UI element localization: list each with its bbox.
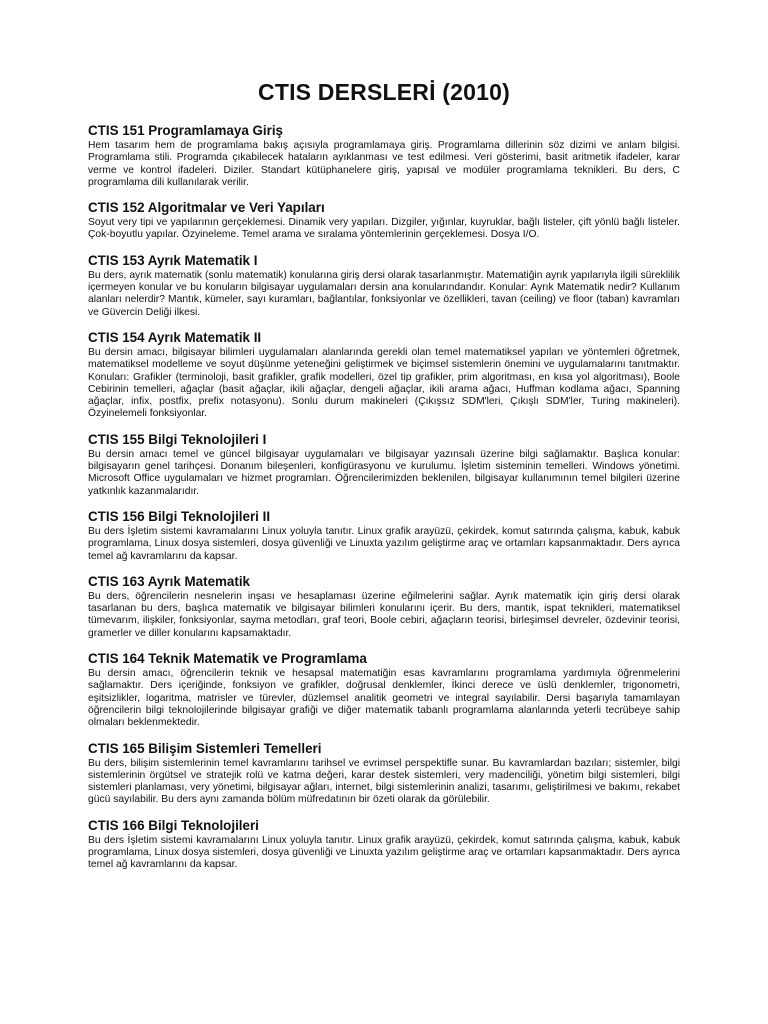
- course-description: Bu ders İşletim sistemi kavramalarını Linux yoluyla tanıtır. Linux grafik arayüzü, çekirdek, komut satırında çalışma, kabuk, kabuk programlama, Linux dosya sistemleri, dosya güvenliği ve Linuxta yazılım geliştirme araç ve ortamları kapsanmaktadır. Ders ayrıca temel ağ kavramlarını da kapsar.: [88, 525, 680, 562]
- course-description: Bu ders, ayrık matematik (sonlu matematik) konularına giriş dersi olarak tasarlanmıştır. Matematiğin ayrık yapılarıyla ilgili süreklilik içermeyen konular ve bu konuların bilgisayar uygulamaları dersin ana konularındandır. Konular: Ayrık Matematik nedir? Kullanım alanları nelerdir? Mantık, kümeler, sayı kuramları, bağlantılar, fonksiyonlar ve özellikleri, tavan (ceiling) ve floor (taban) kavramları ve Güvercin Deliği ilkesi.: [88, 269, 680, 318]
- course-heading: CTIS 151 Programlamaya Giriş: [88, 123, 284, 138]
- course-heading: CTIS 153 Ayrık Matematik I: [88, 252, 258, 268]
- course-description: Bu dersin amacı, bilgisayar bilimleri uygulamaları alanlarında gerekli olan temel matematiksel yapıları ve yöntemleri öğretmek, matematiksel modelleme ve soyut düşünme yeteneğini geliştirmek ve biçimsel sistemlerin önemini ve uygulamalarını tanıtmaktır. Konuları: Grafikler (terminoloji, basit grafikler, grafik modelleri, özel tip grafikler, prim algoritması, en kısa yol algoritması), Boole Cebirinin temelleri, ağaçlar (basit ağaçlar, ikili ağaçlar, dengeli ağaçlar, ikili arama ağacı, Huffman kodlama ağacı, Spanning ağaçlar, infix, postfix, prefix notasyonu). Sonlu durum makineleri (Çıkışsız SDM'leri, Çıkışlı SDM'ler, Turing makineleri). Özyinelemeli fonksiyonlar.: [88, 346, 680, 420]
- course-description: Bu ders, bilişim sistemlerinin temel kavramlarını tarihsel ve evrimsel perspektifle sunar. Bu kavramlardan bazıları; sistemler, bilgi sistemlerinin örgütsel ve stratejik rolü ve katma değeri, karar destek sistemleri, very madenciliği, yönetim bilgi sistemleri, bilgi sistemleri planlaması, very yönetimi, bilgisayar ağları, internet, bilgi sistemlerinin analizi, tasarımı, geliştirilmesi ve bakımı, rekabet gücü sayılabilir. Bu ders aynı zamanda bölüm müfredatının bir özeti olarak da görülebilir.: [88, 757, 680, 806]
- course-heading: CTIS 154 Ayrık Matematik II: [88, 329, 262, 345]
- course-description: Bu ders, öğrencilerin nesnelerin inşası ve hesaplaması üzerine eğilmelerini sağlar. Ayrık matematik için giriş dersi olarak tasarlanan bu ders, başlıca matematik ve bilgisayar bilimleri konularını içerir. Bu ders, mantık, ispat teknikleri, matematiksel tümevarım, ilişkiler, fonksiyonlar, sayma metodları, graf teori, Boole cebiri, ağaçların teorisi, birleşimsel devreler, özdevinir teorisi, gramerler ve diller konularını kapsamaktadır.: [88, 590, 680, 639]
- course-ctis-154: [88, 329, 680, 421]
- course-ctis-151: [88, 122, 680, 189]
- course-heading: CTIS 164 Teknik Matematik ve Programlama: [88, 651, 367, 667]
- course-description: Bu ders İşletim sistemi kavramalarını Linux yoluyla tanıtır. Linux grafik arayüzü, çekirdek, komut satırında çalışma, kabuk, kabuk programlama, Linux dosya sistemleri, dosya güvenliği ve Linuxta yazılım geliştirme araç ve ortamları kapsanmaktadır. Ders ayrıca temel ağ kavramlarını da kapsar.: [88, 834, 680, 871]
- course-ctis-153: [88, 252, 680, 319]
- course-ctis-155: [88, 431, 680, 498]
- course-ctis-156: [88, 508, 680, 563]
- course-description: Bu dersin amacı, öğrencilerin teknik ve hesapsal matematiğin esas kavramlarını programlama yardımıyla öğrenmelerini sağlamaktır. Ders içeriğinde, fonksiyon ve grafikler, doğrusal denklemler, İkinci derece ve üslü denklemler, trigonometri, eşitsizlikler, logaritma, matrisler ve türevler, düzlemsel analitik geometri ve integral sayılabilir. Dersi başarıyla tamamlayan öğrencilerin bilgi teknolojilerinde bilgisayar grafiği ve diğer matematik tabanlı programlama alanlarında yeterli tecrübeye sahip olmaları beklenmektedir.: [88, 668, 680, 729]
- document-page: [88, 78, 680, 882]
- course-heading: CTIS 166 Bilgi Teknolojileri: [88, 817, 259, 833]
- course-description: Soyut very tipi ve yapılarının gerçeklemesi. Dinamik very yapıları. Dizgiler, yığınlar, kuyruklar, bağlı listeler, çift yönlü bağlı listeler. Çok-boyutlu yapılar. Özyineleme. Temel arama ve sıralama yöntemlerinin gerçeklemesi. Dosya I/O.: [88, 217, 680, 241]
- course-ctis-165: [88, 740, 680, 807]
- course-ctis-152: [88, 199, 680, 242]
- course-description: Bu dersin amacı temel ve güncel bilgisayar uygulamaları ve bilgisayar yazınsalı üzerine bilgi sağlamaktır. Başlıca konular: bilgisayarın genel tarihçesi. Donanım bileşenleri, konfigürasyonu ve kurulumu. İşletim sisteminin temelleri. Windows yönetimi. Microsoft Office uygulamaları ve hizmet programları. Öğrencilerimizden beklenilen, bilgisayar kullanımının temel bilgileri üzerine yatkınlık kazanmalarıdır.: [88, 448, 680, 497]
- course-heading: CTIS 156 Bilgi Teknolojileri II: [88, 508, 271, 524]
- course-ctis-163: [88, 573, 680, 640]
- course-ctis-166: [88, 817, 680, 872]
- course-ctis-164: [88, 650, 680, 729]
- course-heading: CTIS 152 Algoritmalar ve Veri Yapıları: [88, 200, 325, 216]
- course-description: Hem tasarım hem de programlama bakış açısıyla programlamaya giriş. Programlama dillerinin söz dizimi ve anlam bilgisi. Programlama stili. Programda çıkabilecek hataların ayıklanması ve test edilmesi. Veri gösterimi, basit aritmetik ifadeler, karar verme ve kontrol ifadeleri. Diziler. Standart kütüphanelere giriş, yapısal ve modüler programlama teknikleri. Bu ders, C programlama dili kullanılarak verilir.: [88, 140, 680, 188]
- course-heading: CTIS 165 Bilişim Sistemleri Temelleri: [88, 740, 322, 756]
- course-heading: CTIS 155 Bilgi Teknolojileri I: [88, 431, 267, 447]
- course-heading: CTIS 163 Ayrık Matematik: [88, 573, 250, 589]
- document-title: CTIS DERSLERİ (2010): [258, 79, 510, 105]
